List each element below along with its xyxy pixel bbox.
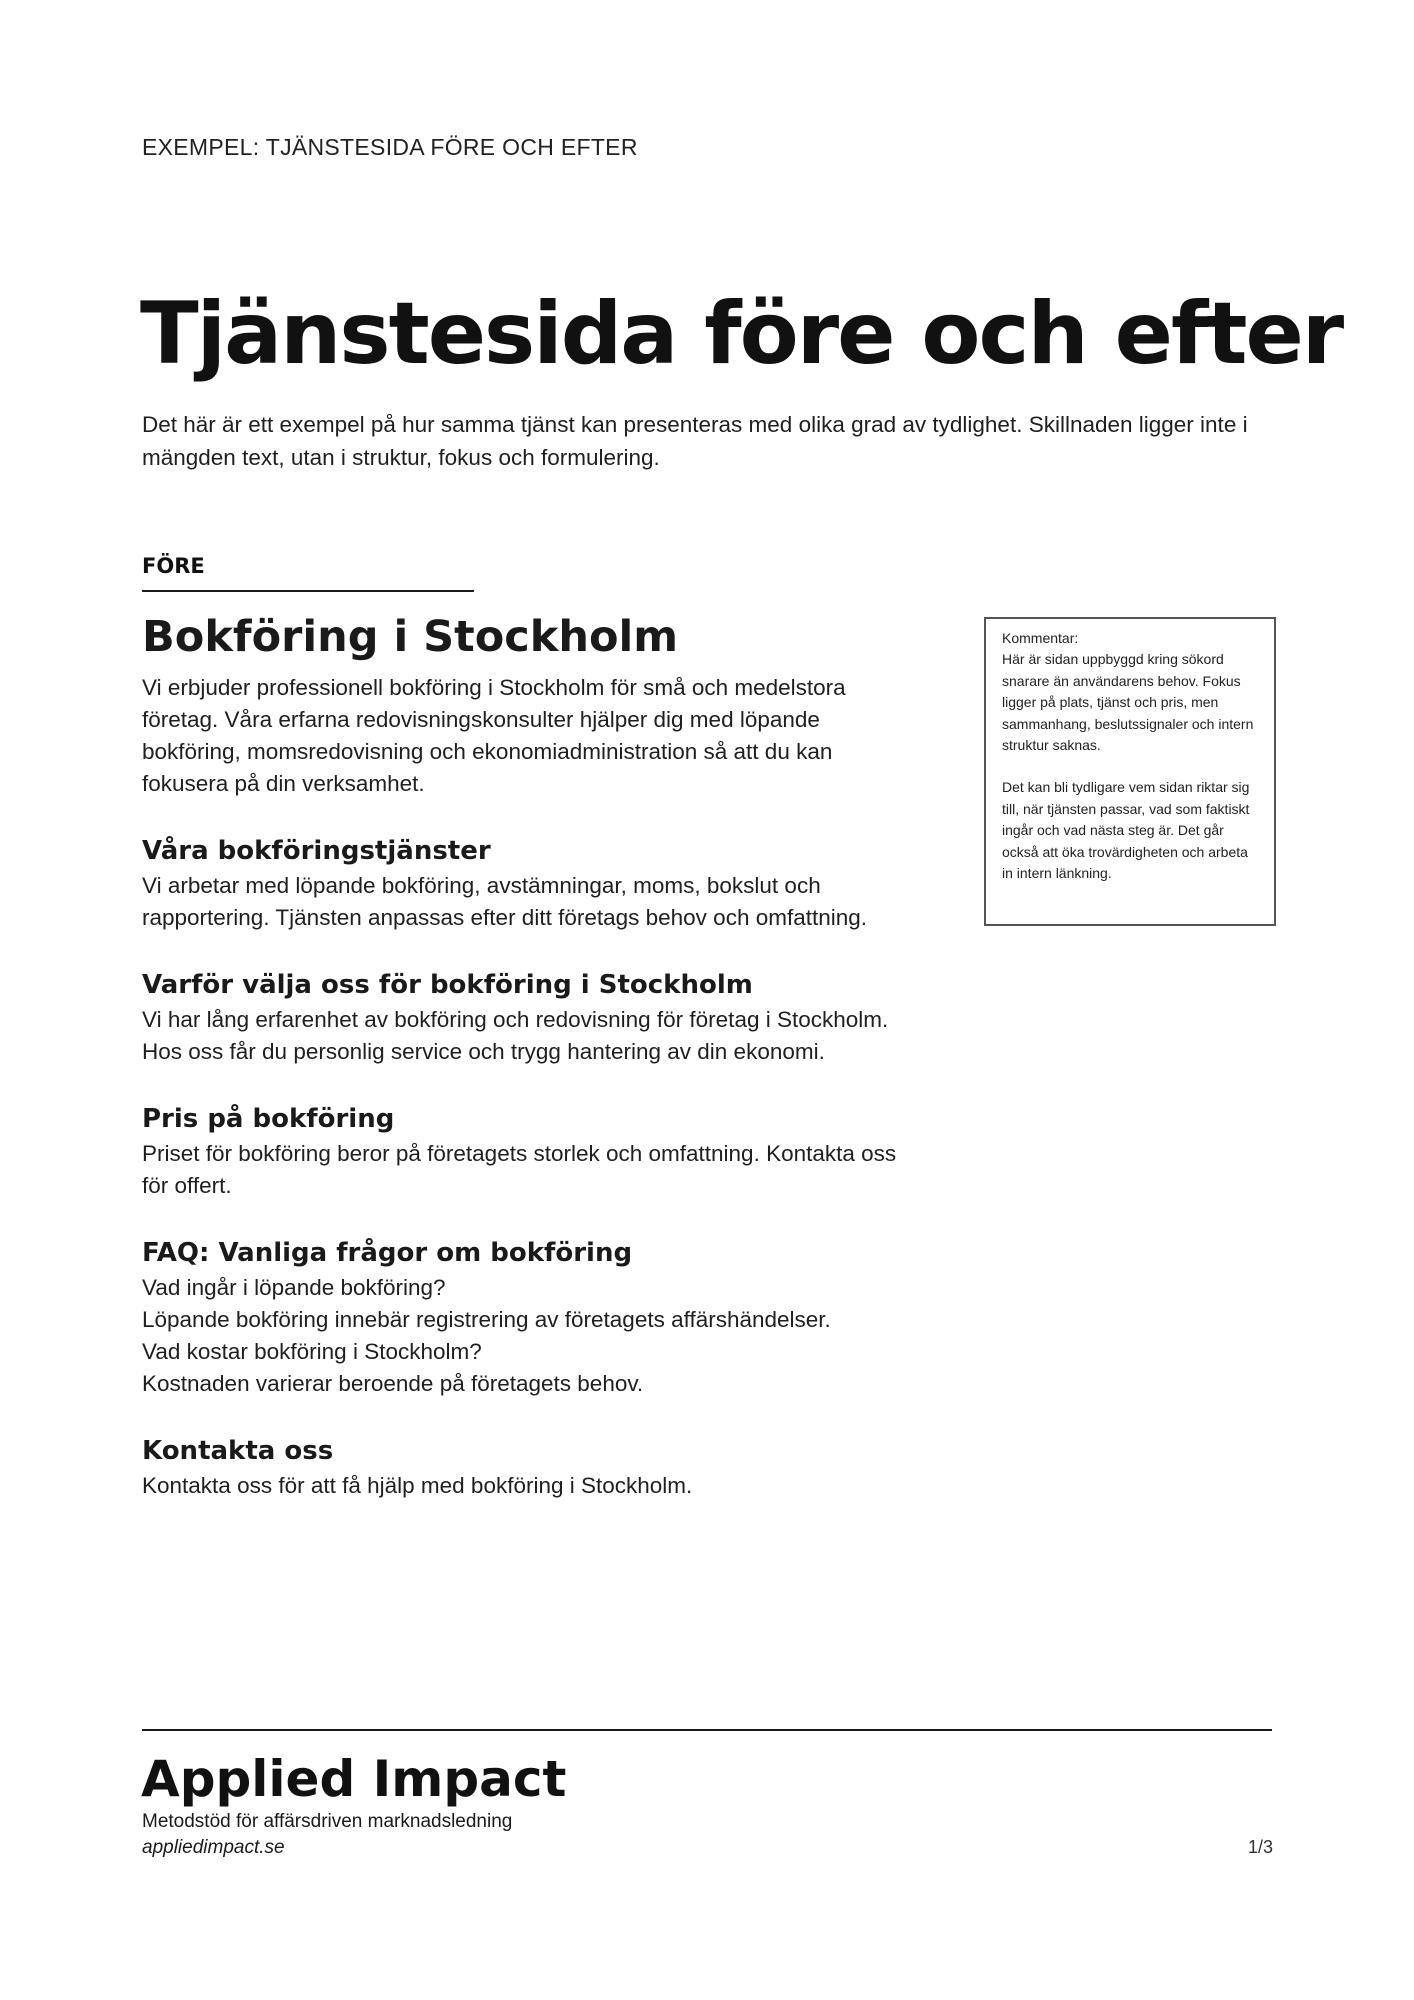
lead-paragraph: Vi erbjuder professionell bokföring i Stockholm för små och medelstora företag. Våra erfarna redovisningskonsulter hjälper dig med löpande bokföring, momsredovisning och ekonomiadministration så att du kan fokusera på din verksamhet. — [142, 675, 846, 796]
page-title: Tjänstesida före och efter — [140, 284, 1343, 384]
example-content — [142, 672, 922, 1502]
why-us-block — [142, 968, 922, 1068]
faq-answer: Löpande bokföring innebär registrering av företagets affärshändelser. — [142, 1307, 831, 1332]
faq-answer: Kostnaden varierar beroende på företagets behov. — [142, 1371, 644, 1396]
services-block — [142, 834, 922, 934]
footer-divider — [142, 1729, 1272, 1731]
eyebrow-label: EXEMPEL: TJÄNSTESIDA FÖRE OCH EFTER — [142, 134, 638, 160]
contact-block — [142, 1434, 922, 1502]
comment-paragraph-1: Här är sidan uppbyggd kring sökord snarare än användarens behov. Fokus ligger på plats, tjänst och pris, men sammanhang, beslutssignaler och intern struktur saknas. — [1002, 651, 1254, 754]
page-number: 1/3 — [1247, 1837, 1273, 1857]
why-us-text: Vi har lång erfarenhet av bokföring och redovisning för företag i Stockholm. Hos oss får du personlig service och trygg hantering av din ekonomi. — [142, 1007, 889, 1064]
price-block — [142, 1102, 922, 1202]
why-us-heading: Varför välja oss för bokföring i Stockholm — [142, 970, 753, 1000]
faq-question: Vad kostar bokföring i Stockholm? — [142, 1339, 482, 1364]
price-text: Priset för bokföring beror på företagets storlek och omfattning. Kontakta oss för offert. — [142, 1141, 897, 1198]
comment-label: Kommentar: — [1002, 630, 1079, 646]
faq-question: Vad ingår i löpande bokföring? — [142, 1275, 446, 1300]
comment-box — [984, 617, 1276, 926]
brand-tagline: Metodstöd för affärsdriven marknadsledning — [142, 1811, 513, 1832]
faq-heading: FAQ: Vanliga frågor om bokföring — [142, 1238, 633, 1268]
section-divider — [142, 590, 474, 592]
intro-paragraph: Det här är ett exempel på hur samma tjänst kan presenteras med olika grad av tydlighet. Skillnaden ligger inte i mängden text, utan i struktur, fokus och formulering. — [142, 412, 1248, 470]
services-text: Vi arbetar med löpande bokföring, avstämningar, moms, bokslut och rapportering. Tjänsten anpassas efter ditt företags behov och omfattning. — [142, 873, 868, 930]
services-heading: Våra bokföringstjänster — [142, 836, 491, 866]
comment-paragraph-2: Det kan bli tydligare vem sidan riktar sig till, när tjänsten passar, vad som faktiskt ingår och vad nästa steg är. Det går också att öka trovärdigheten och arbeta in intern länkning. — [1002, 779, 1250, 882]
brand-logo-text: Applied Impact — [141, 1750, 567, 1808]
comment-spacer — [1002, 756, 1258, 777]
contact-heading: Kontakta oss — [142, 1436, 334, 1466]
contact-text: Kontakta oss för att få hjälp med bokföring i Stockholm. — [142, 1473, 693, 1498]
section-label-before: FÖRE — [142, 554, 205, 578]
example-page-heading: Bokföring i Stockholm — [142, 612, 679, 662]
faq-text — [142, 1272, 922, 1400]
price-heading: Pris på bokföring — [142, 1104, 395, 1134]
website-link[interactable]: appliedimpact.se — [142, 1837, 285, 1858]
faq-block — [142, 1236, 922, 1400]
